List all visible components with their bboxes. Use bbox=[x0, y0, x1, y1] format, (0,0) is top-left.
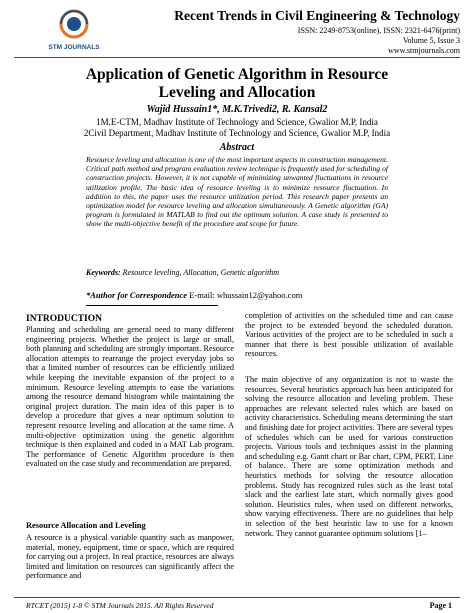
title-line-1: Application of Genetic Algorithm in Resource bbox=[85, 66, 389, 83]
footer-divider bbox=[14, 597, 460, 598]
correspondence-email[interactable]: E-mail: whussain12@yahoo.com bbox=[189, 290, 303, 300]
stm-journals-logo bbox=[43, 8, 105, 54]
introduction-heading: INTRODUCTION bbox=[26, 314, 103, 324]
volume-issue: Volume 5, Issue 3 bbox=[402, 36, 460, 45]
resource-allocation-heading: Resource Allocation and Leveling bbox=[26, 521, 146, 530]
correspondence-label: *Author for Correspondence bbox=[86, 290, 188, 300]
abstract-heading: Abstract bbox=[219, 142, 255, 153]
right-column-paragraph-2: The main objective of any organization is not to waste the resources. Several heuristics approach has been anticipated for solving the resource allocation and leveling problem. These approaches are relevant selected rules which are based on activity characteristics. Scheduling means determining the start and finishing date for project activities. There are several types of schedules which can be used for various construction projects. Various tools and techniques assist in the planning and scheduling e.g. Gantt chart or Bar chart, CPM, PERT, Line of balance. There are some optimization methods and heuristics methods for solving the resource allocation problems. Study has recognized rules such as the least total slack and the earliest late start, which normally gives good solution. Heuristics rules, when used on different networks, show varying effectiveness. There are no guidelines that help in selection of the best heuristic law to use for a known network. They cannot guarantee optimum solutions [1– bbox=[245, 375, 453, 538]
right-column-paragraph-1: completion of activities on the scheduled time and can cause the project to be extended beyond the scheduled duration. Various activities of the project are to be scheduled in such a manner that there is best possible utilization of available resources. bbox=[245, 311, 453, 359]
abstract-body: Resource leveling and allocation is one of the most important aspects in construction management. Critical path method and program evaluation review technique is frequently used for scheduling of construction projects. However, it is not capable of minimizing unwanted fluctuations in resource utilization profile. The basic idea of resource leveling is to minimize resource fluctuation. In addition to this, the paper uses the resource utilization period. This research paper presents an optimization model for resource leveling and allocation simultaneously. A Genetic algorithm (GA) program is formulated in MATLAB to find out the optimum solution. A case study is presented to show the multi-objective benefit of the procedure and scope for future. bbox=[86, 155, 388, 229]
keywords-list: Resource leveling, Allocation, Genetic algorithm bbox=[122, 268, 280, 277]
affiliation-1: 1M.E-CTM, Madhav Institute of Technology and Science, Gwalior M.P, India bbox=[96, 117, 378, 127]
header-divider bbox=[14, 57, 460, 58]
logo-text: STM JOURNALS bbox=[48, 44, 100, 51]
keywords-label: Keywords: bbox=[86, 268, 121, 277]
affiliation-2: 2Civil Department, Madhav Institute of Technology and Science, Gwalior M.P, India bbox=[83, 128, 391, 138]
authors: Wajid Hussain1*, M.K.Trivedi2, R. Kansal2 bbox=[146, 104, 328, 115]
title-line-2: Leveling and Allocation bbox=[158, 84, 316, 101]
journal-url[interactable]: www.stmjournals.com bbox=[388, 46, 460, 55]
issn: ISSN: 2249-8753(online), ISSN: 2321-6476(print) bbox=[297, 26, 460, 35]
keywords bbox=[86, 268, 406, 277]
paper-title bbox=[0, 66, 474, 102]
resource-allocation-paragraph: A resource is a physical variable quantity such as manpower, material, money, equipment, time or space, which are required for carrying out a project. In real practice, resources are always limited and limitation on resources can significantly affect the performance and bbox=[26, 533, 234, 581]
introduction-paragraph-1: Planning and scheduling are general need to many different engineering projects. Whether the project is large or small, both planning and scheduling are strongly important. Resource allocation attempts to rearrange the project everyday jobs so that a limited number of resources can be efficiently utilized while keeping the inevitable expansion of the project to a minimum. Resource leveling attempts to ease the variations among the resource demand histogram while maintaining the original project duration. The main idea of this paper is to develop a procedure that gives a near optimum solution to represent resource leveling and allocation at the same time. A multi-objective optimization using the genetic algorithm technique is then explained and coded in a MAT Lab program. The performance of Genetic Algorithm procedure is then evaluated on the case study and recommendation are prepared. bbox=[26, 325, 234, 469]
footer-copyright: RTCET (2015) 1-8 © STM Journals 2015. All Rights Reserved bbox=[26, 601, 214, 610]
correspondence bbox=[86, 290, 406, 300]
journal-title: Recent Trends in Civil Engineering & Technology bbox=[174, 8, 460, 23]
correspondence-divider bbox=[86, 305, 218, 306]
page-number: Page 1 bbox=[429, 601, 452, 610]
